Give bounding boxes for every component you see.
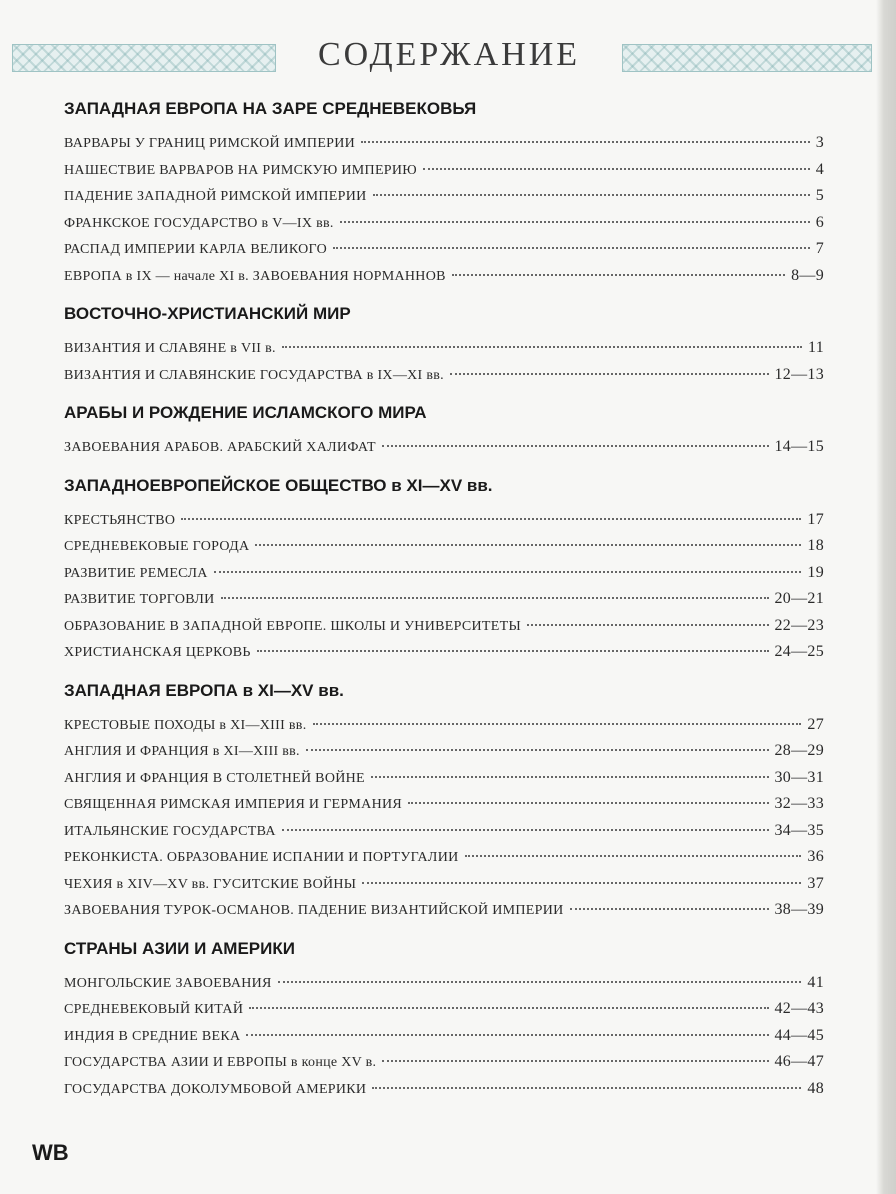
entry-page-number: 3 (815, 134, 824, 151)
section-title: ВОСТОЧНО-ХРИСТИАНСКИЙ МИР (64, 304, 351, 323)
dot-leader (333, 247, 810, 249)
dot-leader (246, 1034, 768, 1036)
toc-entry (64, 507, 824, 534)
dot-leader (221, 597, 769, 599)
section-title: ЗАПАДНАЯ ЕВРОПА в XI—XV вв. (64, 680, 344, 700)
entry-page-number: 27 (807, 715, 824, 733)
toc-entry (64, 844, 824, 871)
entry-page-number: 48 (807, 1079, 824, 1097)
toc-entry (64, 362, 824, 389)
dot-leader (570, 908, 769, 910)
toc-entry (64, 996, 824, 1023)
entry-label: ВАРВАРЫ У ГРАНИЦ РИМСКОЙ ИМПЕРИИ (64, 136, 356, 151)
entry-label: ИТАЛЬЯНСКИЕ ГОСУДАРСТВА (64, 823, 276, 839)
toc-entry (64, 210, 824, 237)
section-title: СТРАНЫ АЗИИ И АМЕРИКИ (64, 938, 295, 958)
dot-leader (452, 274, 785, 276)
toc-entry (64, 1049, 824, 1076)
toc-section (64, 98, 824, 303)
entry-label: ВИЗАНТИЯ И СЛАВЯНЕ в VII в. (64, 341, 276, 356)
entry-page-number: 18 (807, 537, 824, 554)
entry-label: АНГЛИЯ И ФРАНЦИЯ В СТОЛЕТНЕЙ ВОЙНЕ (64, 770, 365, 786)
entry-page-number: 30—31 (774, 768, 824, 786)
dot-leader (373, 194, 810, 196)
dot-leader (249, 1007, 768, 1009)
table-of-contents (64, 98, 824, 1116)
entry-page-number: 12—13 (774, 365, 824, 383)
section-title: АРАБЫ И РОЖДЕНИЕ ИСЛАМСКОГО МИРА (64, 403, 427, 422)
entry-page-number: 6 (815, 213, 824, 231)
entry-page-number: 41 (807, 973, 824, 991)
entry-page-number: 24—25 (774, 643, 824, 660)
dot-leader (181, 518, 801, 520)
toc-entry (64, 236, 824, 263)
entry-label: СРЕДНЕВЕКОВЫЕ ГОРОДА (64, 539, 250, 554)
entry-label: ГОСУДАРСТВА ДОКОЛУМБОВОЙ АМЕРИКИ (64, 1081, 367, 1097)
entry-label: НАШЕСТВИЕ ВАРВАРОВ НА РИМСКУЮ ИМПЕРИЮ (64, 162, 417, 178)
dot-leader (450, 373, 769, 375)
entry-page-number: 42—43 (774, 1000, 824, 1017)
entry-label: ЗАВОЕВАНИЯ ТУРОК-ОСМАНОВ. ПАДЕНИЕ ВИЗАНТИЙСКОЙ ИМПЕРИИ (64, 903, 564, 918)
entry-label: ПАДЕНИЕ ЗАПАДНОЙ РИМСКОЙ ИМПЕРИИ (64, 189, 367, 204)
toc-entry (64, 897, 824, 924)
dot-leader (214, 571, 802, 573)
entry-label: РАЗВИТИЕ ТОРГОВЛИ (64, 592, 215, 607)
toc-entry (64, 738, 824, 765)
toc-entry (64, 560, 824, 587)
dot-leader (423, 168, 810, 170)
toc-entry (64, 335, 824, 362)
toc-entry (64, 434, 824, 461)
toc-entry (64, 1076, 824, 1103)
toc-section (64, 938, 824, 1117)
entry-page-number: 37 (807, 874, 824, 892)
entry-page-number: 5 (815, 187, 824, 204)
entry-label: ОБРАЗОВАНИЕ В ЗАПАДНОЙ ЕВРОПЕ. ШКОЛЫ И УНИВЕРСИТЕТЫ (64, 618, 521, 634)
entry-label: ВИЗАНТИЯ И СЛАВЯНСКИЕ ГОСУДАРСТВА в IX—XI вв. (64, 367, 444, 383)
entry-label: ЧЕХИЯ в XIV—XV вв. ГУСИТСКИЕ ВОЙНЫ (64, 876, 357, 892)
toc-entry (64, 263, 824, 290)
entry-label: ХРИСТИАНСКАЯ ЦЕРКОВЬ (64, 645, 251, 660)
dot-leader (362, 882, 801, 884)
entry-label: МОНГОЛЬСКИЕ ЗАВОЕВАНИЯ (64, 975, 272, 991)
section-title: ЗАПАДНОЕВРОПЕЙСКОЕ ОБЩЕСТВО в XI—XV вв. (64, 475, 493, 495)
toc-entry (64, 613, 824, 640)
entry-page-number: 46—47 (774, 1053, 824, 1070)
dot-leader (382, 1060, 768, 1062)
entry-page-number: 4 (815, 160, 824, 178)
entry-label: ЗАВОЕВАНИЯ АРАБОВ. АРАБСКИЙ ХАЛИФАТ (64, 440, 376, 455)
dot-leader (278, 981, 802, 983)
entry-page-number: 28—29 (774, 742, 824, 759)
entry-label: СВЯЩЕННАЯ РИМСКАЯ ИМПЕРИЯ И ГЕРМАНИЯ (64, 797, 403, 812)
toc-entry (64, 130, 824, 157)
entry-label: СРЕДНЕВЕКОВЫЙ КИТАЙ (64, 1002, 244, 1017)
left-ornament-band (12, 44, 276, 72)
dot-leader (257, 650, 769, 652)
dot-leader (372, 1087, 801, 1089)
entry-page-number: 19 (807, 563, 824, 581)
entry-page-number: 22—23 (774, 616, 824, 634)
toc-entry (64, 970, 824, 997)
entry-label: ЕВРОПА в IX — начале XI в. ЗАВОЕВАНИЯ НОРМАННОВ (64, 268, 446, 284)
dot-leader (313, 723, 802, 725)
entry-page-number: 14—15 (774, 438, 824, 455)
toc-section (64, 475, 824, 680)
entry-page-number: 38—39 (774, 901, 824, 918)
entry-label: РЕКОНКИСТА. ОБРАЗОВАНИЕ ИСПАНИИ И ПОРТУГАЛИИ (64, 850, 459, 865)
toc-entry (64, 818, 824, 845)
page-edge-shadow (876, 0, 896, 1194)
toc-entry (64, 765, 824, 792)
entry-label: РАЗВИТИЕ РЕМЕСЛА (64, 565, 208, 581)
entry-page-number: 34—35 (774, 821, 824, 839)
dot-leader (255, 544, 801, 546)
right-ornament-band (622, 44, 872, 72)
toc-entry (64, 533, 824, 560)
dot-leader (282, 829, 769, 831)
dot-leader (465, 855, 802, 857)
toc-entry (64, 791, 824, 818)
dot-leader (361, 141, 810, 143)
toc-section (64, 303, 824, 402)
toc-entry (64, 586, 824, 613)
toc-entry (64, 183, 824, 210)
toc-entry (64, 712, 824, 739)
entry-label: ФРАНКСКОЕ ГОСУДАРСТВО в V—IX вв. (64, 215, 334, 231)
dot-leader (340, 221, 810, 223)
toc-entry (64, 1023, 824, 1050)
toc-entry (64, 157, 824, 184)
dot-leader (382, 445, 769, 447)
entry-label: ГОСУДАРСТВА АЗИИ И ЕВРОПЫ в конце XV в. (64, 1055, 377, 1070)
entry-page-number: 20—21 (774, 590, 824, 607)
dot-leader (527, 624, 769, 626)
dot-leader (408, 802, 768, 804)
section-title: ЗАПАДНАЯ ЕВРОПА НА ЗАРЕ СРЕДНЕВЕКОВЬЯ (64, 99, 477, 118)
entry-page-number: 36 (807, 848, 824, 865)
entry-page-number: 17 (807, 510, 824, 528)
entry-label: КРЕСТОВЫЕ ПОХОДЫ в XI—XIII вв. (64, 717, 307, 733)
toc-entry (64, 871, 824, 898)
entry-page-number: 32—33 (774, 795, 824, 812)
entry-label: АНГЛИЯ И ФРАНЦИЯ в XI—XIII вв. (64, 744, 300, 759)
entry-label: ИНДИЯ В СРЕДНИЕ ВЕКА (64, 1028, 241, 1044)
wb-watermark: WB (32, 1140, 69, 1165)
toc-section (64, 680, 824, 938)
page-title: СОДЕРЖАНИЕ (317, 36, 581, 73)
entry-label: РАСПАД ИМПЕРИИ КАРЛА ВЕЛИКОГО (64, 242, 327, 257)
dot-leader (282, 346, 802, 348)
page-header (0, 34, 896, 78)
entry-page-number: 44—45 (774, 1026, 824, 1044)
entry-page-number: 8—9 (791, 266, 824, 284)
toc-section (64, 402, 824, 475)
dot-leader (306, 749, 769, 751)
entry-page-number: 11 (807, 339, 824, 356)
entry-label: КРЕСТЬЯНСТВО (64, 512, 176, 528)
dot-leader (371, 776, 769, 778)
toc-entry (64, 639, 824, 666)
entry-page-number: 7 (815, 240, 824, 257)
